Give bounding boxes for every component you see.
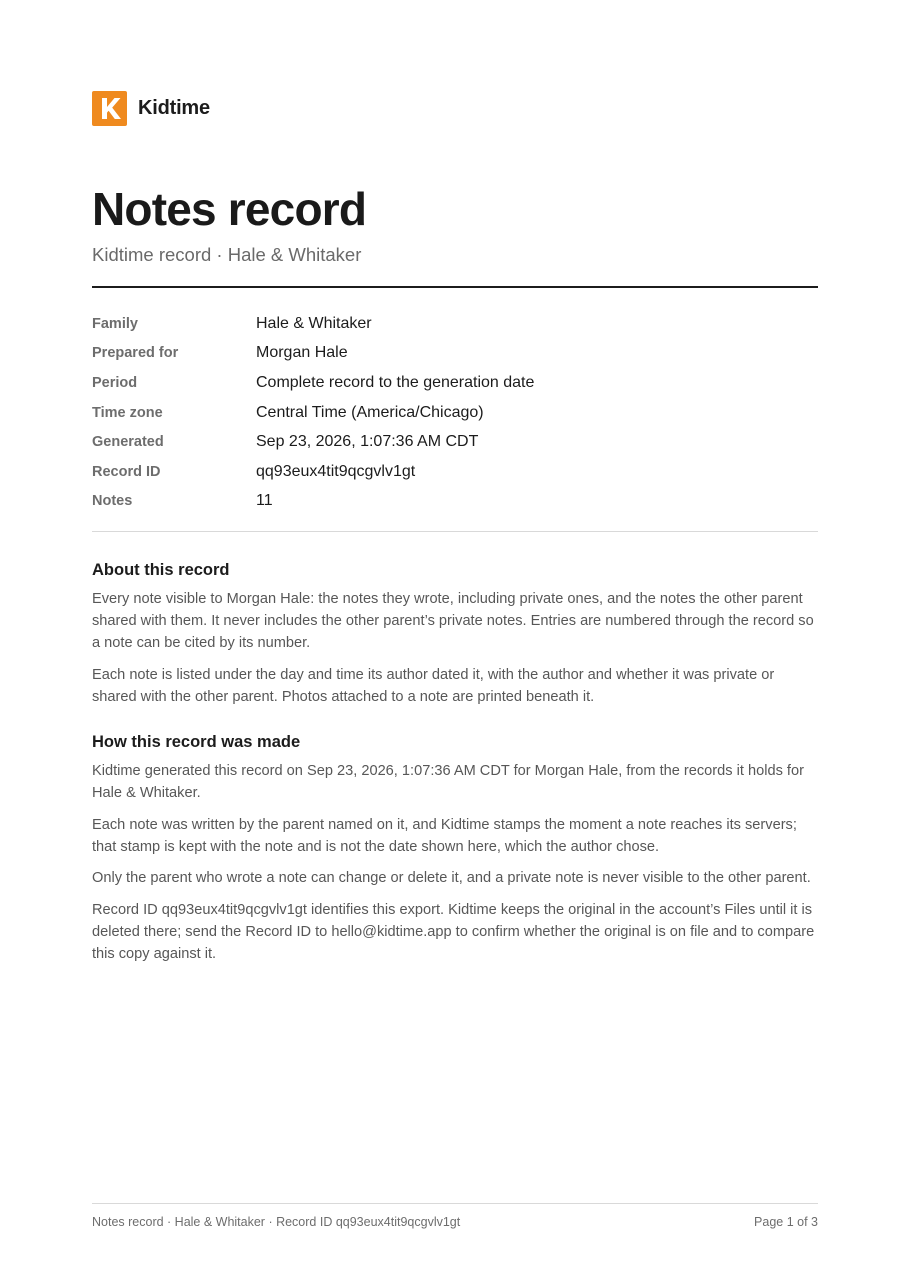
meta-value: Sep 23, 2026, 1:07:36 AM CDT (256, 433, 479, 451)
how-made-paragraph: Kidtime generated this record on Sep 23, 2026, 1:07:36 AM CDT for Morgan Hale, from the records it holds for Hale & Whitaker. (92, 763, 804, 801)
header-divider (92, 286, 818, 288)
meta-row-time-zone (92, 398, 818, 428)
meta-row-record-id (92, 457, 818, 487)
meta-label: Time zone (92, 404, 163, 421)
meta-value: Complete record to the generation date (256, 373, 535, 391)
how-made-paragraph: Only the parent who wrote a note can change or delete it, and a private note is never visible to the other parent. (92, 870, 811, 886)
meta-value: Hale & Whitaker (256, 314, 372, 332)
page-footer (92, 1213, 818, 1231)
brand-header (92, 91, 210, 126)
meta-label: Prepared for (92, 345, 179, 362)
brand-name: Kidtime (138, 97, 210, 119)
footer-record-info: Notes record · Hale & Whitaker · Record ID qq93eux4tit9qcgvlv1gt (92, 1215, 461, 1229)
meta-value: qq93eux4tit9qcgvlv1gt (256, 462, 416, 480)
how-made-paragraph: Each note was written by the parent named on it, and Kidtime stamps the moment a note reaches its servers; that stamp is kept with the note and is not the date shown here, which the author chose. (92, 816, 797, 855)
meta-row-prepared-for (92, 339, 818, 369)
meta-label: Notes (92, 493, 133, 510)
meta-row-period (92, 368, 818, 398)
meta-value: Central Time (America/Chicago) (256, 403, 484, 421)
meta-label: Period (92, 374, 138, 391)
meta-value: Morgan Hale (256, 344, 348, 362)
meta-label: Record ID (92, 463, 161, 480)
meta-row-family (92, 309, 818, 339)
meta-value: 11 (256, 492, 273, 510)
about-heading: About this record (92, 561, 230, 579)
about-section (92, 559, 818, 717)
meta-row-notes (92, 487, 818, 517)
meta-label: Family (92, 315, 138, 332)
footer-divider (92, 1203, 818, 1204)
meta-label: Generated (92, 434, 164, 451)
how-made-heading: How this record was made (92, 733, 301, 751)
page-number: Page 1 of 3 (754, 1215, 818, 1229)
kidtime-logo-icon (92, 91, 127, 126)
page-subtitle: Kidtime record · Hale & Whitaker (92, 244, 362, 265)
document-page (92, 0, 818, 1287)
metadata-divider (92, 531, 818, 532)
page-title: Notes record (92, 183, 367, 235)
meta-row-generated (92, 427, 818, 457)
how-made-section (92, 731, 818, 974)
record-metadata (92, 309, 818, 516)
about-paragraph: Each note is listed under the day and time its author dated it, with the author and whether it was private or shared with the other parent. Photos attached to a note are printed beneath it. (92, 666, 775, 705)
how-made-paragraph: Record ID qq93eux4tit9qcgvlv1gt identifies this export. Kidtime keeps the original in the account’s Files until it is deleted there; send the Record ID to hello@kidtime.app to confirm whether the original is on file and to compare this copy against it. (92, 901, 815, 962)
about-paragraph: Every note visible to Morgan Hale: the notes they wrote, including private ones, and the notes the other parent shared with them. It never includes the other parent’s private notes. Entries are numbered through the record so a note can be cited by its number. (92, 591, 814, 651)
